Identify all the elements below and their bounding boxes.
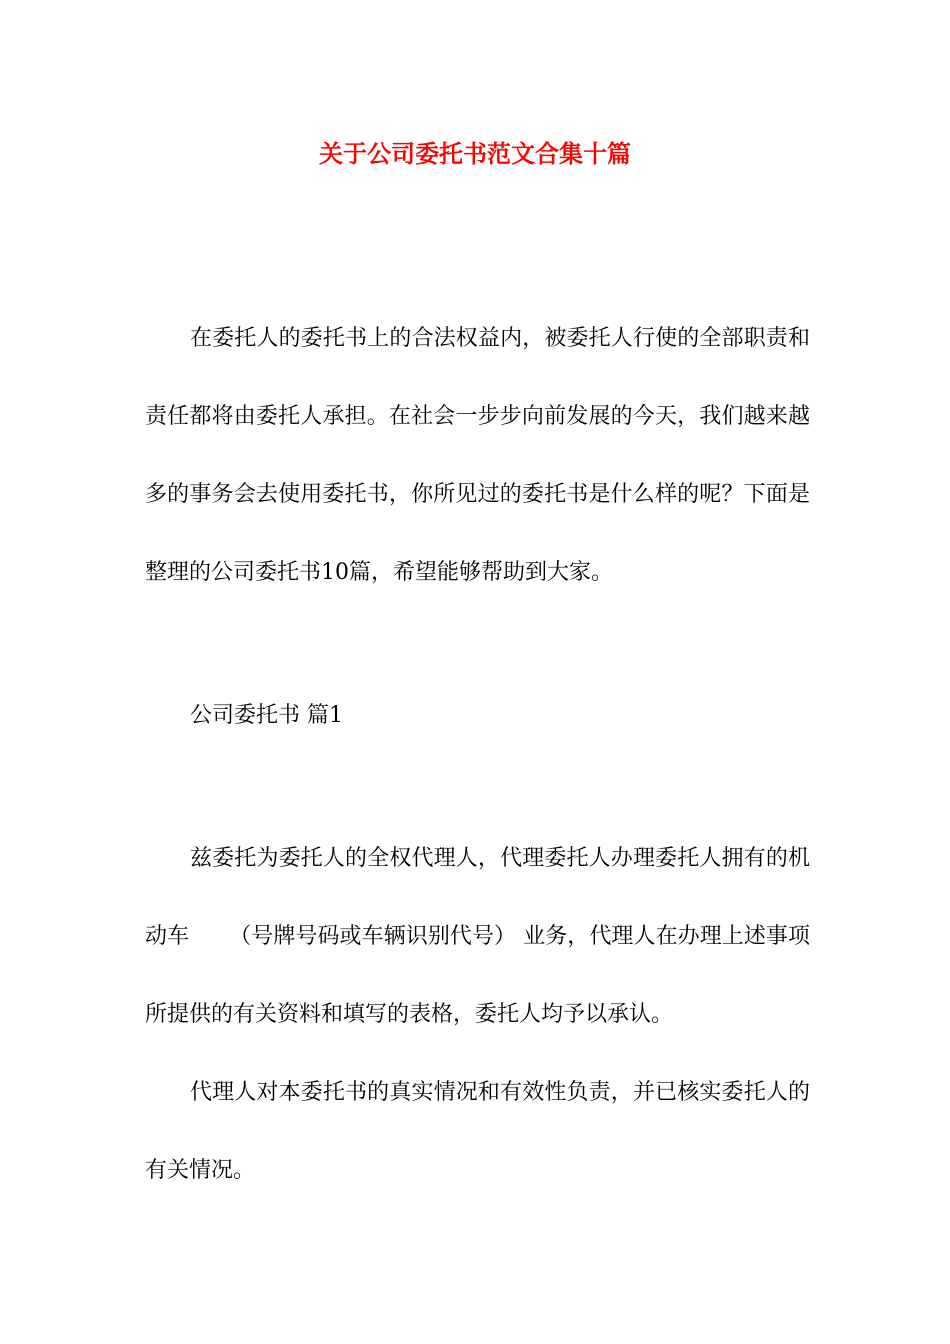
section-heading: 公司委托书 篇1 [190, 703, 343, 728]
paragraph-1-part-2: （号牌号码或车辆识别代号） 业务，代理人在办理上述事项所提供的有关资料和填写的表格，委托人均予以承认。 [145, 924, 810, 1027]
paragraph-1 [145, 820, 810, 1054]
paragraph-2: 代理人对本委托书的真实情况和有效性负责，并已核实委托人的有关情况。 [145, 1080, 810, 1183]
document-title: 关于公司委托书范文合集十篇 [319, 140, 631, 168]
paragraph-1-part-1: 兹委托为委托人的全权代理人，代理委托人办理委托人拥有的机动车 [145, 846, 810, 949]
intro-paragraph: 在委托人的委托书上的合法权益内，被委托人行使的全部职责和责任都将由委托人承担。在社会一步步向前发展的今天，我们越来越多的事务会去使用委托书，你所见过的委托书是什么样的呢？下面是整理的公司委托书10篇，希望能够帮助到大家。 [145, 326, 810, 585]
